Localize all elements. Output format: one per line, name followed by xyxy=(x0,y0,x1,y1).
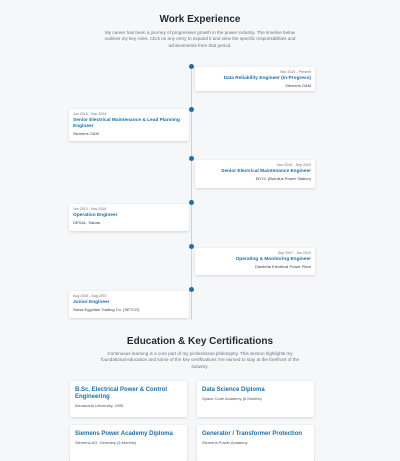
entry-role: Operating & Monitoring Engineer xyxy=(235,257,311,262)
timeline-dot xyxy=(189,244,194,249)
entry-org: Swiss Egyptian Trading Co. (SETCO) xyxy=(73,307,140,313)
intro-line: My career has been a journey of progressive growth in the power industry. The timeline below xyxy=(104,30,296,35)
entry-org: EDYC (Burullus Power Station) xyxy=(255,176,311,182)
certification-card[interactable] xyxy=(70,425,187,461)
certification-source: Siemens AG, Germany (6 Months) xyxy=(75,439,137,445)
timeline-entry[interactable] xyxy=(69,109,189,141)
timeline-entry[interactable] xyxy=(69,204,189,231)
certification-card[interactable] xyxy=(197,381,314,417)
entry-org: DESAL, Sabaa xyxy=(73,220,100,226)
work-experience-intro xyxy=(80,30,320,49)
entry-role: Senior Electrical Maintenance & Lead Planning Engineer xyxy=(73,118,180,129)
timeline-dot xyxy=(189,287,194,292)
entry-date: Nov 2016 - Sep 2024 xyxy=(277,163,311,167)
entry-date: Sep 2007 - Jun 2010 xyxy=(277,251,311,255)
entry-role: Data Reliability Engineer (In-Progress) xyxy=(223,76,311,81)
timeline-entry[interactable] xyxy=(195,67,315,91)
certification-name: B.Sc. Electrical Power & Control Engineering xyxy=(75,387,168,400)
certification-card[interactable] xyxy=(197,425,314,461)
timeline-dot xyxy=(189,156,194,161)
work-experience-title: Work Experience xyxy=(159,14,241,25)
entry-date: Sep 2024 - Present xyxy=(280,70,311,74)
certification-source: Siemens Power Academy xyxy=(202,439,248,445)
entry-date: Jun 2016 - Sep 2024 xyxy=(73,112,107,116)
entry-role: Junior Engineer xyxy=(73,300,110,305)
certification-name: Generator / Transformer Protection xyxy=(202,431,303,437)
entry-date: Jun 2010 - Nov 2016 xyxy=(73,207,107,211)
entry-org: Siemens O&M xyxy=(73,131,99,137)
entry-org: Damietta Electrical Power Plant xyxy=(254,264,311,270)
entry-role: Senior Electrical Maintenance Engineer xyxy=(221,169,311,174)
education-title: Education & Key Certifications xyxy=(126,336,274,347)
certification-card[interactable] xyxy=(70,381,187,417)
certification-name: Siemens Power Academy Diploma xyxy=(75,431,173,437)
timeline-entry[interactable] xyxy=(195,248,315,275)
intro-line: foundational education and some of the key certifications I've earned to stay at the forefront of the xyxy=(100,357,300,363)
intro-line: industry. xyxy=(191,363,209,369)
timeline-dot xyxy=(189,107,194,112)
certification-source: Space Code Academy (6 Months) xyxy=(202,395,262,401)
education-intro xyxy=(80,351,320,370)
timeline-entry[interactable] xyxy=(69,291,189,318)
timeline-dot xyxy=(189,200,194,205)
entry-date: Aug 2005 - Aug 2007 xyxy=(73,294,107,298)
intro-line: achievements from that period. xyxy=(168,42,232,48)
timeline-line xyxy=(191,66,192,320)
entry-role: Operation Engineer xyxy=(73,213,118,218)
intro-line: outlines my key roles. Click on any entry to expand it and view the specific responsibilities and xyxy=(104,36,296,42)
entry-org: Siemens O&M xyxy=(285,83,311,89)
certification-source: Alexandria University, 2005 xyxy=(75,402,124,408)
timeline-dot xyxy=(189,64,194,69)
certification-name: Data Science Diploma xyxy=(202,387,265,393)
timeline-entry[interactable] xyxy=(195,160,315,188)
intro-line: Continuous learning is a core part of my professional philosophy. This section highlights my xyxy=(107,351,293,356)
